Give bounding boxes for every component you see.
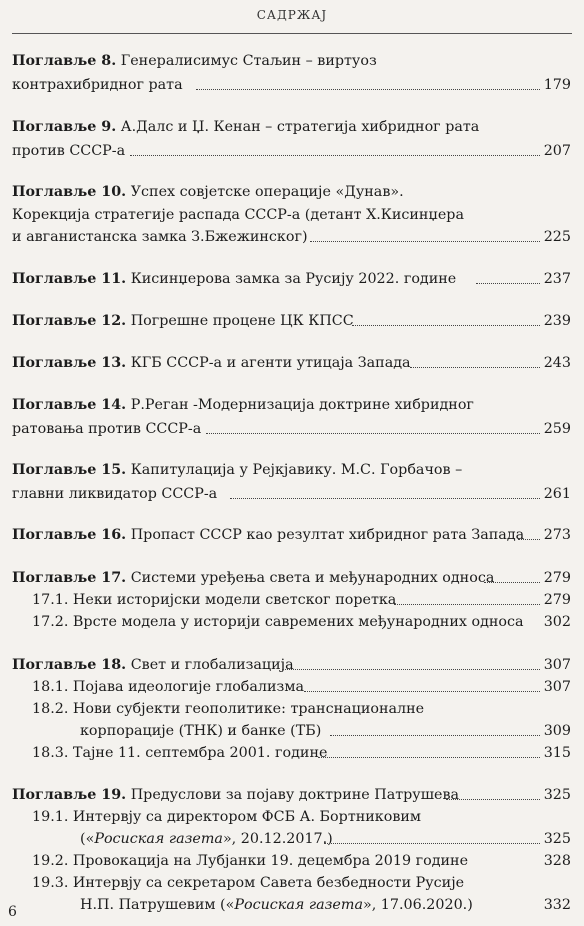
toc-sub-17-1 (0, 589, 584, 611)
toc-leader (394, 604, 540, 605)
toc-sub-17-1-title: 17.1. Неки историјски модели светског поретка (32, 592, 397, 608)
toc-label-18: Поглавље 18. (12, 657, 127, 673)
toc-title-11: Кисинџерова замка за Русију 2022. године (130, 271, 457, 287)
toc-sub-17-2-page: 302 (543, 614, 571, 630)
toc-sub-17-2 (0, 611, 584, 633)
toc-leader (330, 735, 540, 736)
toc-label-9: Поглавље 9. (12, 119, 117, 135)
toc-leader (484, 582, 540, 583)
toc-title-10: Успех совјетске операције «Дунав». (130, 184, 404, 200)
toc-sub-19-3-page: 332 (543, 897, 571, 913)
toc-sub-19-1-pre: (« (80, 831, 95, 847)
toc-sub-18-2-line-1 (0, 698, 584, 720)
toc-entry-17 (0, 567, 584, 589)
toc-leader (130, 155, 540, 156)
toc-entry-18 (0, 654, 584, 676)
toc-sub-19-3-line-1 (0, 872, 584, 894)
toc-entry-8-line-2 (0, 74, 584, 96)
toc-sub-19-2-page: 328 (543, 853, 571, 869)
toc-title-19: Предуслови за појаву доктрине Патрушева (130, 787, 460, 803)
toc-label-8: Поглавље 8. (12, 53, 117, 69)
toc-title-8: Генералисимус Стаљин – виртуоз (120, 53, 377, 69)
toc-entry-8-line-1 (0, 50, 584, 72)
toc-title-12: Погрешне процене ЦК КПСС (130, 313, 354, 329)
toc-sub-19-3-title: 19.3. Интервју са секретаром Савета безбедности Русије (32, 875, 465, 891)
toc-sub-19-3-source: Росиская газета (234, 897, 363, 913)
toc-sub-18-2-title-cont: корпорације (ТНК) и банке (ТБ) (80, 723, 322, 739)
toc-title-17: Системи уређења света и међународних односа (130, 570, 495, 586)
toc-sub-18-2-line-2 (0, 720, 584, 742)
toc-entry-19 (0, 784, 584, 806)
toc-sub-19-3-pre: Н.П. Патрушевим (« (80, 897, 235, 913)
toc-leader (304, 691, 540, 692)
toc-page-19: 325 (543, 787, 571, 803)
toc-leader (206, 433, 540, 434)
toc-label-15: Поглавље 15. (12, 462, 127, 478)
toc-label-14: Поглавље 14. (12, 397, 127, 413)
toc-entry-10-line-3 (0, 226, 584, 248)
toc-page-8: 179 (543, 77, 571, 93)
toc-sub-19-3-line-2 (0, 894, 584, 916)
toc-title-9-cont: против СССР-а (12, 143, 126, 159)
toc-title-10-cont-2: и авганистанска замка З.Бжежинског) (12, 229, 308, 245)
toc-entry-13 (0, 352, 584, 374)
toc-title-14: Р.Реган -Модернизација доктрине хибридног (130, 397, 474, 413)
toc-page-15: 261 (543, 486, 571, 502)
toc-sub-18-1-page: 307 (543, 679, 571, 695)
toc-label-16: Поглавље 16. (12, 527, 127, 543)
toc-sub-19-1-source: Росиская газета (94, 831, 223, 847)
toc-leader (324, 843, 540, 844)
toc-label-12: Поглавље 12. (12, 313, 127, 329)
toc-label-11: Поглавље 11. (12, 271, 127, 287)
toc-entry-11 (0, 268, 584, 290)
toc-sub-19-2 (0, 850, 584, 872)
running-header: САДРЖАЈ (256, 8, 328, 22)
toc-title-13: КГБ СССР-а и агенти утицаја Запада (130, 355, 411, 371)
toc-entry-10-line-1 (0, 181, 584, 203)
toc-title-15: Капитулација у Рејкјавику. М.С. Горбачов – (130, 462, 463, 478)
toc-label-17: Поглавље 17. (12, 570, 127, 586)
toc-entry-15-line-2 (0, 483, 584, 505)
toc-leader (352, 325, 540, 326)
toc-entry-14-line-2 (0, 418, 584, 440)
toc-sub-17-1-page: 279 (543, 592, 571, 608)
toc-entry-9-line-2 (0, 140, 584, 162)
toc-page-12: 239 (543, 313, 571, 329)
toc-sub-18-3-page: 315 (543, 745, 571, 761)
toc-sub-19-1-title: 19.1. Интервју са директором ФСБ А. Бортниковим (32, 809, 422, 825)
toc-title-16: Пропаст СССР као резултат хибридног рата Запада (130, 527, 525, 543)
toc-leader (230, 498, 540, 499)
toc-page-17: 279 (543, 570, 571, 586)
page-number: 6 (8, 904, 17, 920)
toc-leader (410, 367, 540, 368)
toc-label-19: Поглавље 19. (12, 787, 127, 803)
toc-leader (476, 283, 540, 284)
toc-entry-10-line-2 (0, 204, 584, 226)
toc-page-14: 259 (543, 421, 571, 437)
toc-sub-18-2-page: 309 (543, 723, 571, 739)
toc-sub-18-1-title: 18.1. Појава идеологије глобализма (32, 679, 304, 695)
toc-leader (310, 241, 540, 242)
header-rule (12, 33, 572, 34)
toc-label-13: Поглавље 13. (12, 355, 127, 371)
toc-leader (282, 669, 540, 670)
toc-title-15-cont: главни ликвидатор СССР-а (12, 486, 218, 502)
toc-sub-19-1-page: 325 (543, 831, 571, 847)
toc-title-9: А.Далс и Џ. Кенан – стратегија хибридног рата (120, 119, 480, 135)
toc-sub-18-3-title: 18.3. Тајне 11. септембра 2001. године (32, 745, 328, 761)
toc-sub-19-1-line-2 (0, 828, 584, 850)
toc-entry-12 (0, 310, 584, 332)
toc-title-18: Свет и глобализација (130, 657, 294, 673)
toc-title-8-cont: контрахибридног рата (12, 77, 183, 93)
toc-page-13: 243 (543, 355, 571, 371)
toc-leader (446, 799, 540, 800)
toc-sub-19-3-post: », 17.06.2020.) (362, 897, 473, 913)
toc-entry-14-line-1 (0, 394, 584, 416)
toc-title-10-cont: Корекција стратегије распада СССР-а (детант Х.Кисинџера (12, 207, 464, 223)
toc-sub-19-1-line-1 (0, 806, 584, 828)
toc-page-10: 225 (543, 229, 571, 245)
toc-sub-19-2-title: 19.2. Провокација на Лубјанки 19. децембра 2019 године (32, 853, 469, 869)
toc-sub-18-3 (0, 742, 584, 764)
toc-page-9: 207 (543, 143, 571, 159)
toc-page-18: 307 (543, 657, 571, 673)
toc-sub-18-1 (0, 676, 584, 698)
toc-title-14-cont: ратовања против СССР-а (12, 421, 202, 437)
toc-page-16: 273 (543, 527, 571, 543)
toc-entry-15-line-1 (0, 459, 584, 481)
toc-page-11: 237 (543, 271, 571, 287)
toc-leader (196, 89, 540, 90)
toc-label-10: Поглавље 10. (12, 184, 127, 200)
toc-leader (318, 757, 540, 758)
toc-sub-18-2-title: 18.2. Нови субјекти геополитике: транснационалне (32, 701, 425, 717)
toc-entry-9-line-1 (0, 116, 584, 138)
toc-entry-16 (0, 524, 584, 546)
toc-leader (518, 539, 540, 540)
toc-sub-19-1-post: », 20.12.2017.) (222, 831, 333, 847)
toc-sub-17-2-title: 17.2. Врсте модела у историји савремених међународних односа (32, 614, 524, 630)
